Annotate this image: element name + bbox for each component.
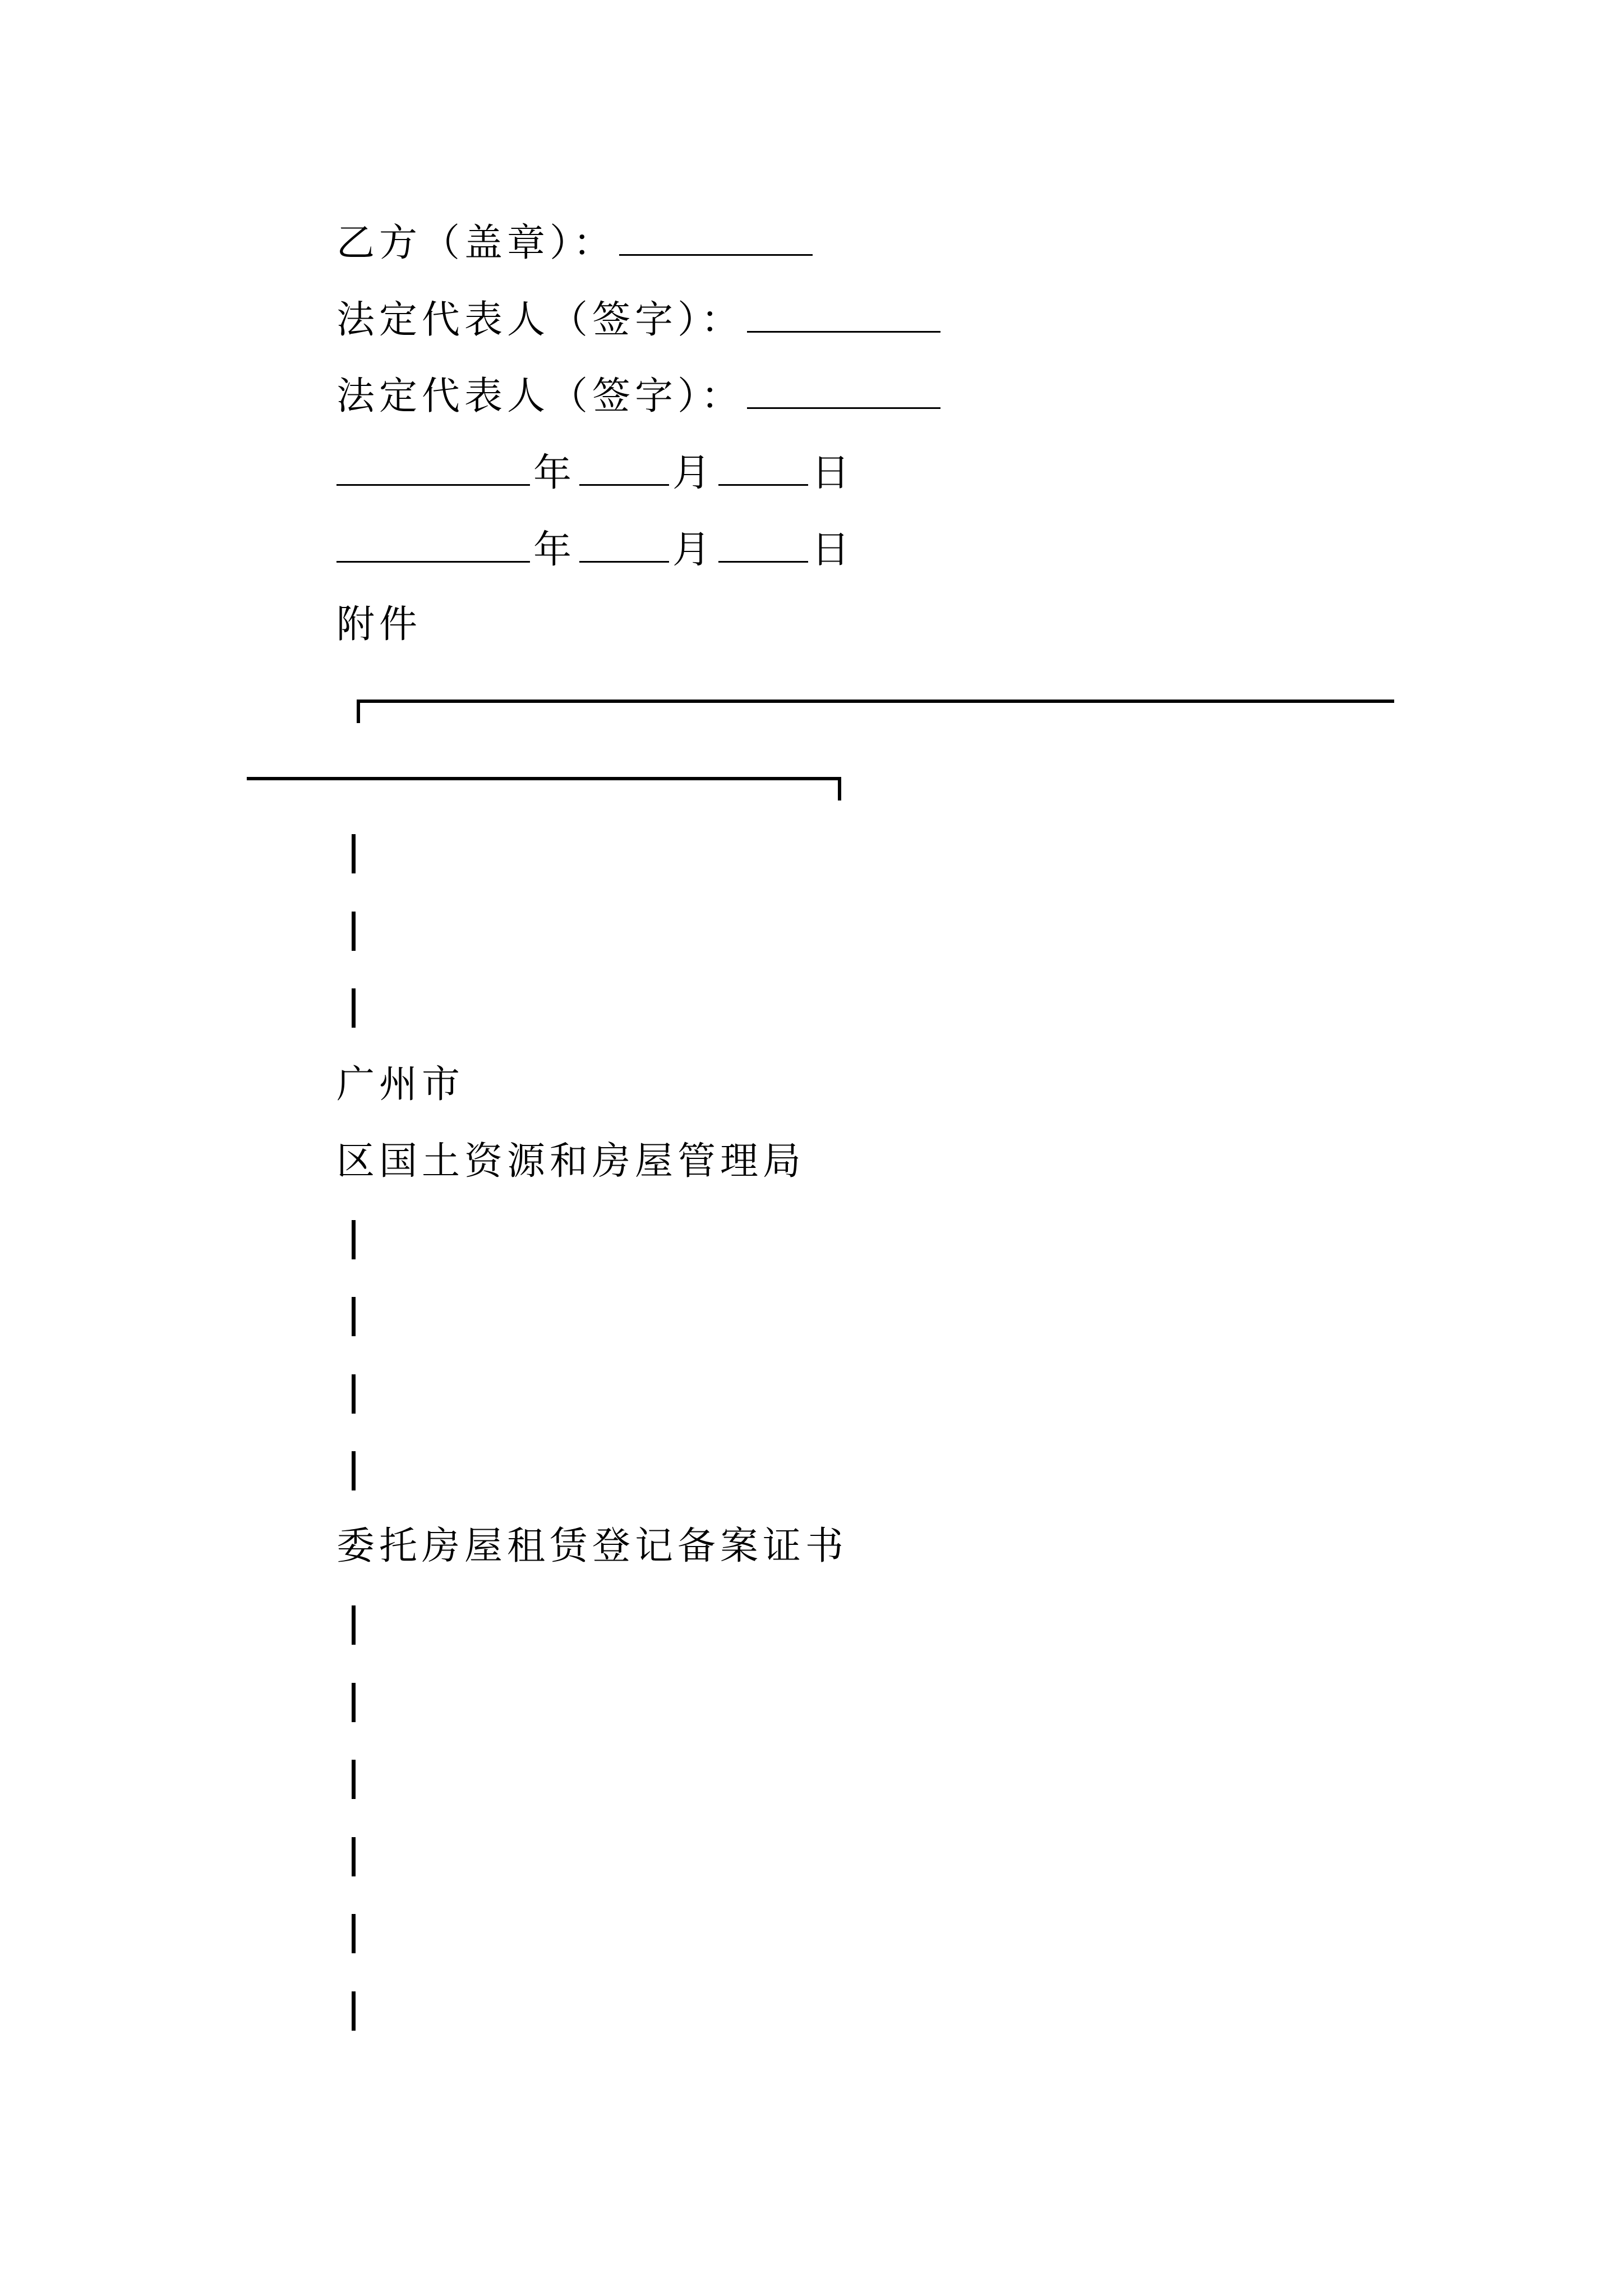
legal-rep-label: 法定代表人（签字）： xyxy=(336,298,744,342)
frame-left-border-segment xyxy=(352,1683,356,1722)
certificate-title: 委托房屋租赁登记备案证书 xyxy=(336,1524,849,1568)
legal-rep-blank xyxy=(747,298,940,333)
frame-top-right-corner-tick xyxy=(838,777,841,800)
frame-left-border-segment xyxy=(352,1451,356,1490)
day-blank xyxy=(718,528,808,563)
frame-left-border-segment xyxy=(352,1837,356,1876)
frame-left-border-segment xyxy=(352,1760,356,1799)
attachment-heading: 附件 xyxy=(336,602,422,647)
party-b-seal-line xyxy=(336,222,816,263)
year-blank xyxy=(336,528,530,563)
frame-left-border-segment xyxy=(352,912,356,951)
frame-top-border-continued xyxy=(247,777,841,780)
frame-top-border xyxy=(357,700,1394,703)
month-blank xyxy=(579,528,669,563)
frame-left-border-segment xyxy=(352,1991,356,2031)
party-b-seal-blank xyxy=(619,222,813,256)
city-name: 广州市 xyxy=(336,1062,465,1107)
year-label: 年 xyxy=(533,451,577,495)
year-blank xyxy=(336,452,530,486)
day-label: 日 xyxy=(811,451,855,495)
day-label: 日 xyxy=(811,528,855,572)
month-label: 月 xyxy=(672,528,716,572)
month-blank xyxy=(579,452,669,486)
date-line-2 xyxy=(336,528,855,572)
frame-left-border-segment xyxy=(352,1297,356,1336)
frame-top-left-corner-tick xyxy=(357,700,360,723)
bureau-name: 区国土资源和房屋管理局 xyxy=(336,1139,806,1184)
legal-rep-label: 法定代表人（签字）： xyxy=(336,374,744,418)
day-blank xyxy=(718,452,808,486)
party-b-label: 乙方（盖章）： xyxy=(336,221,616,265)
frame-left-border-segment xyxy=(352,1914,356,1953)
legal-rep-line-2 xyxy=(336,375,944,416)
frame-left-border-segment xyxy=(352,988,356,1028)
frame-left-border-segment xyxy=(352,1374,356,1414)
legal-rep-line-1 xyxy=(336,298,944,342)
frame-left-border-segment xyxy=(352,1220,356,1259)
month-label: 月 xyxy=(672,451,716,495)
date-line-1 xyxy=(336,452,854,493)
frame-left-border-segment xyxy=(352,834,356,873)
frame-left-border-segment xyxy=(352,1605,356,1645)
year-label: 年 xyxy=(533,528,577,572)
legal-rep-blank xyxy=(747,375,940,409)
